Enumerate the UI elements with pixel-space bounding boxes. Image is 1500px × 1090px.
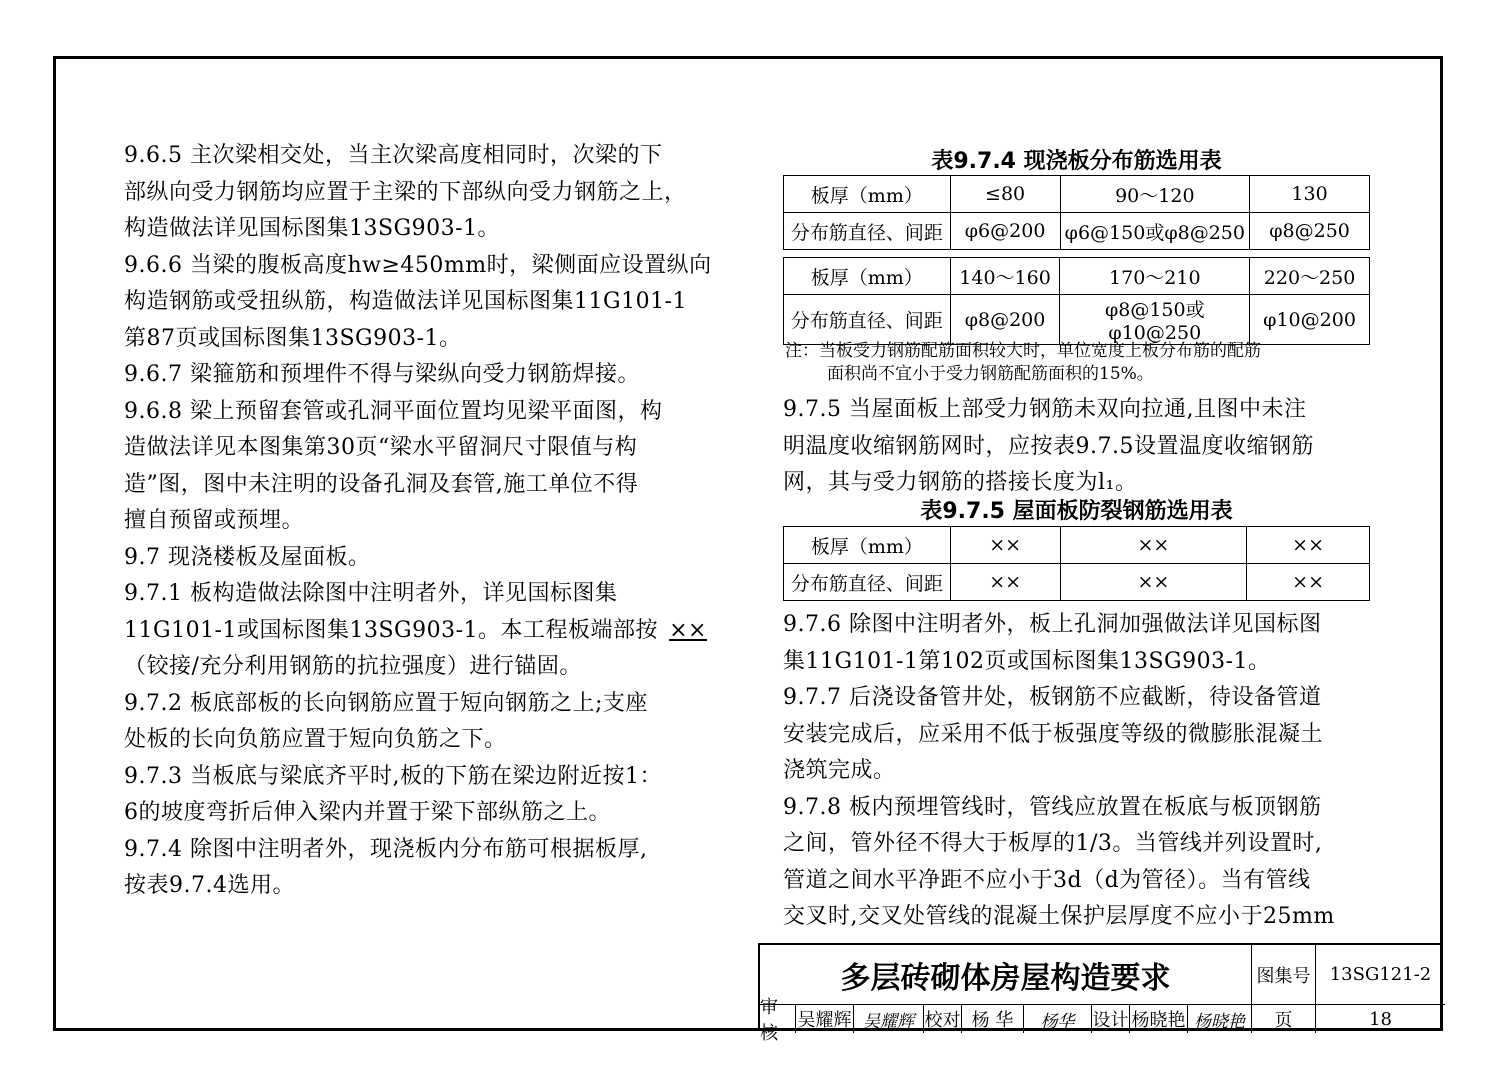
table-cell: 分布筋直径、间距	[784, 564, 951, 601]
table-974-title: 表9.7.4 现浇板分布筋选用表	[931, 149, 1222, 174]
reviewer-name: 吴耀辉	[796, 1005, 854, 1033]
text-line: 9.6.7 梁箍筋和预埋件不得与梁纵向受力钢筋焊接。	[124, 362, 640, 387]
text-line: 9.7.7 后浇设备管井处，板钢筋不应截断，待设备管道	[783, 685, 1322, 710]
text-line: 9.7.4 除图中注明者外，现浇板内分布筋可根据板厚,	[124, 836, 648, 862]
fill-blank: ××	[669, 617, 707, 643]
text-line: 9.7.1 板构造做法除图中注明者外，详见国标图集	[124, 581, 618, 606]
table-cell: 170～210	[1060, 258, 1250, 295]
table-cell: ××	[1247, 564, 1370, 601]
text-line: 网，其与受力钢筋的搭接长度为l₁。	[783, 470, 1138, 495]
section-975-text	[783, 392, 1314, 502]
text-line: 安装完成后，应采用不低于板强度等级的微膨胀混凝土	[783, 721, 1324, 747]
designer-signature: 杨晓艳	[1188, 1005, 1252, 1033]
text-line: （铰接/充分利用钢筋的抗拉强度）进行锚固。	[124, 654, 582, 679]
note-line: 注：当板受力钢筋配筋面积较大时，单位宽度上板分布筋的配筋	[785, 341, 1261, 361]
page-number: 18	[1369, 1008, 1392, 1030]
text-line: 9.6.6 当梁的腹板高度hw≥450mm时，梁侧面应设置纵向	[124, 252, 712, 278]
note-line: 面积尚不宜小于受力钢筋配筋面积的15%。	[827, 364, 1154, 384]
text-line: 构造钢筋或受扭纵筋，构造做法详见国标图集11G101-1	[124, 289, 687, 314]
table-cell: ××	[950, 527, 1060, 564]
text-line: 9.7.5 当屋面板上部受力钢筋未双向拉通,且图中未注	[783, 397, 1307, 422]
table-cell: 板厚（mm）	[784, 527, 951, 564]
text-line: 9.6.5 主次梁相交处，当主次梁高度相同时，次梁的下	[124, 143, 663, 168]
text-line: 造”图，图中未注明的设备孔洞及套管,施工单位不得	[124, 471, 639, 497]
table-974-note	[785, 340, 1261, 386]
atlas-label: 图集号	[1252, 945, 1316, 1005]
checker-signature: 杨华	[1024, 1005, 1092, 1033]
table-cell: φ10@200	[1250, 295, 1370, 345]
table-cell: 板厚（mm）	[784, 176, 951, 213]
checker-name: 杨 华	[962, 1005, 1024, 1033]
table-cell: φ8@150或φ10@250	[1060, 295, 1250, 345]
table-cell: φ6@150或φ8@250	[1060, 213, 1250, 250]
text-line: 明温度收缩钢筋网时，应按表9.7.5设置温度收缩钢筋	[783, 433, 1314, 459]
text-line: 之间，管外径不得大于板厚的1/3。当管线并列设置时,	[783, 831, 1323, 856]
table-cell: ××	[1060, 564, 1247, 601]
table-cell: φ6@200	[950, 213, 1060, 250]
designer-name: 杨晓艳	[1130, 1005, 1188, 1033]
text-line: 9.7.8 板内预埋管线时，管线应放置在板底与板顶钢筋	[783, 794, 1322, 820]
drawing-title: 多层砖砌体房屋构造要求	[760, 945, 1252, 1005]
text-line: 按表9.7.4选用。	[124, 873, 295, 898]
table-row	[784, 176, 1370, 213]
review-label: 审核	[760, 1005, 796, 1033]
table-row	[784, 564, 1370, 601]
table-975-title: 表9.7.5 屋面板防裂钢筋选用表	[920, 499, 1233, 524]
table-cell: 90～120	[1060, 176, 1250, 213]
table-cell: 130	[1250, 176, 1370, 213]
title-block	[758, 943, 1443, 1044]
text-line: 浇筑完成。	[783, 758, 896, 783]
text-line: 9.7.6 除图中注明者外，板上孔洞加强做法详见国标图	[783, 612, 1322, 637]
text-line: 管道之间水平净距不应小于3d（d为管径）。当有管线	[783, 867, 1311, 893]
table-cell: ××	[950, 564, 1060, 601]
table-974-bottom	[783, 257, 1370, 345]
text-line: 9.7.3 当板底与梁底齐平时,板的下筋在梁边附近按1：	[124, 763, 662, 789]
check-label: 校对	[924, 1005, 962, 1033]
text-line: 造做法详见本图集第30页“梁水平留洞尺寸限值与构	[124, 435, 638, 460]
table-975	[783, 526, 1370, 601]
table-974-top	[783, 175, 1370, 250]
right-column-text	[783, 607, 1335, 936]
text-line: 9.6.8 梁上预留套管或孔洞平面位置均见梁平面图，构	[124, 398, 663, 424]
table-cell: ≤80	[950, 176, 1060, 213]
design-label: 设计	[1092, 1005, 1130, 1033]
table-cell: 分布筋直径、间距	[784, 213, 951, 250]
text-line: 交叉时,交叉处管线的混凝土保护层厚度不应小于25mm	[783, 904, 1335, 929]
text-line	[124, 613, 734, 650]
atlas-number: 13SG121-2	[1316, 945, 1445, 1005]
table-cell: ××	[1060, 527, 1247, 564]
table-cell: 140～160	[950, 258, 1060, 295]
text-line: 9.7.2 板底部板的长向钢筋应置于短向钢筋之上;支座	[124, 690, 648, 716]
table-row	[784, 527, 1370, 564]
text-line: 部纵向受力钢筋均应置于主梁的下部纵向受力钢筋之上，	[124, 179, 687, 205]
text-line: 构造做法详见国标图集13SG903-1。	[124, 216, 501, 241]
text-line: 处板的长向负筋应置于短向负筋之下。	[124, 727, 507, 752]
left-column-text	[124, 138, 734, 905]
text-line: 第87页或国标图集13SG903-1。	[124, 325, 462, 351]
text-line: 擅自预留或预埋。	[124, 508, 305, 533]
table-cell: ××	[1247, 527, 1370, 564]
page-label: 页	[1252, 1005, 1316, 1033]
table-cell: φ8@200	[950, 295, 1060, 345]
text-line-part: 11G101-1或国标图集13SG903-1。本工程板端部按	[124, 617, 659, 643]
text-line: 6的坡度弯折后伸入梁内并置于梁下部纵筋之上。	[124, 800, 611, 825]
text-line: 集11G101-1第102页或国标图集13SG903-1。	[783, 648, 1271, 674]
reviewer-signature: 吴耀辉	[854, 1005, 924, 1033]
table-row	[784, 295, 1370, 345]
text-line: 9.7 现浇楼板及屋面板。	[124, 544, 371, 570]
table-row	[784, 213, 1370, 250]
table-cell: 220～250	[1250, 258, 1370, 295]
table-cell: 板厚（mm）	[784, 258, 951, 295]
table-cell: 分布筋直径、间距	[784, 295, 951, 345]
table-row	[784, 258, 1370, 295]
table-cell: φ8@250	[1250, 213, 1370, 250]
